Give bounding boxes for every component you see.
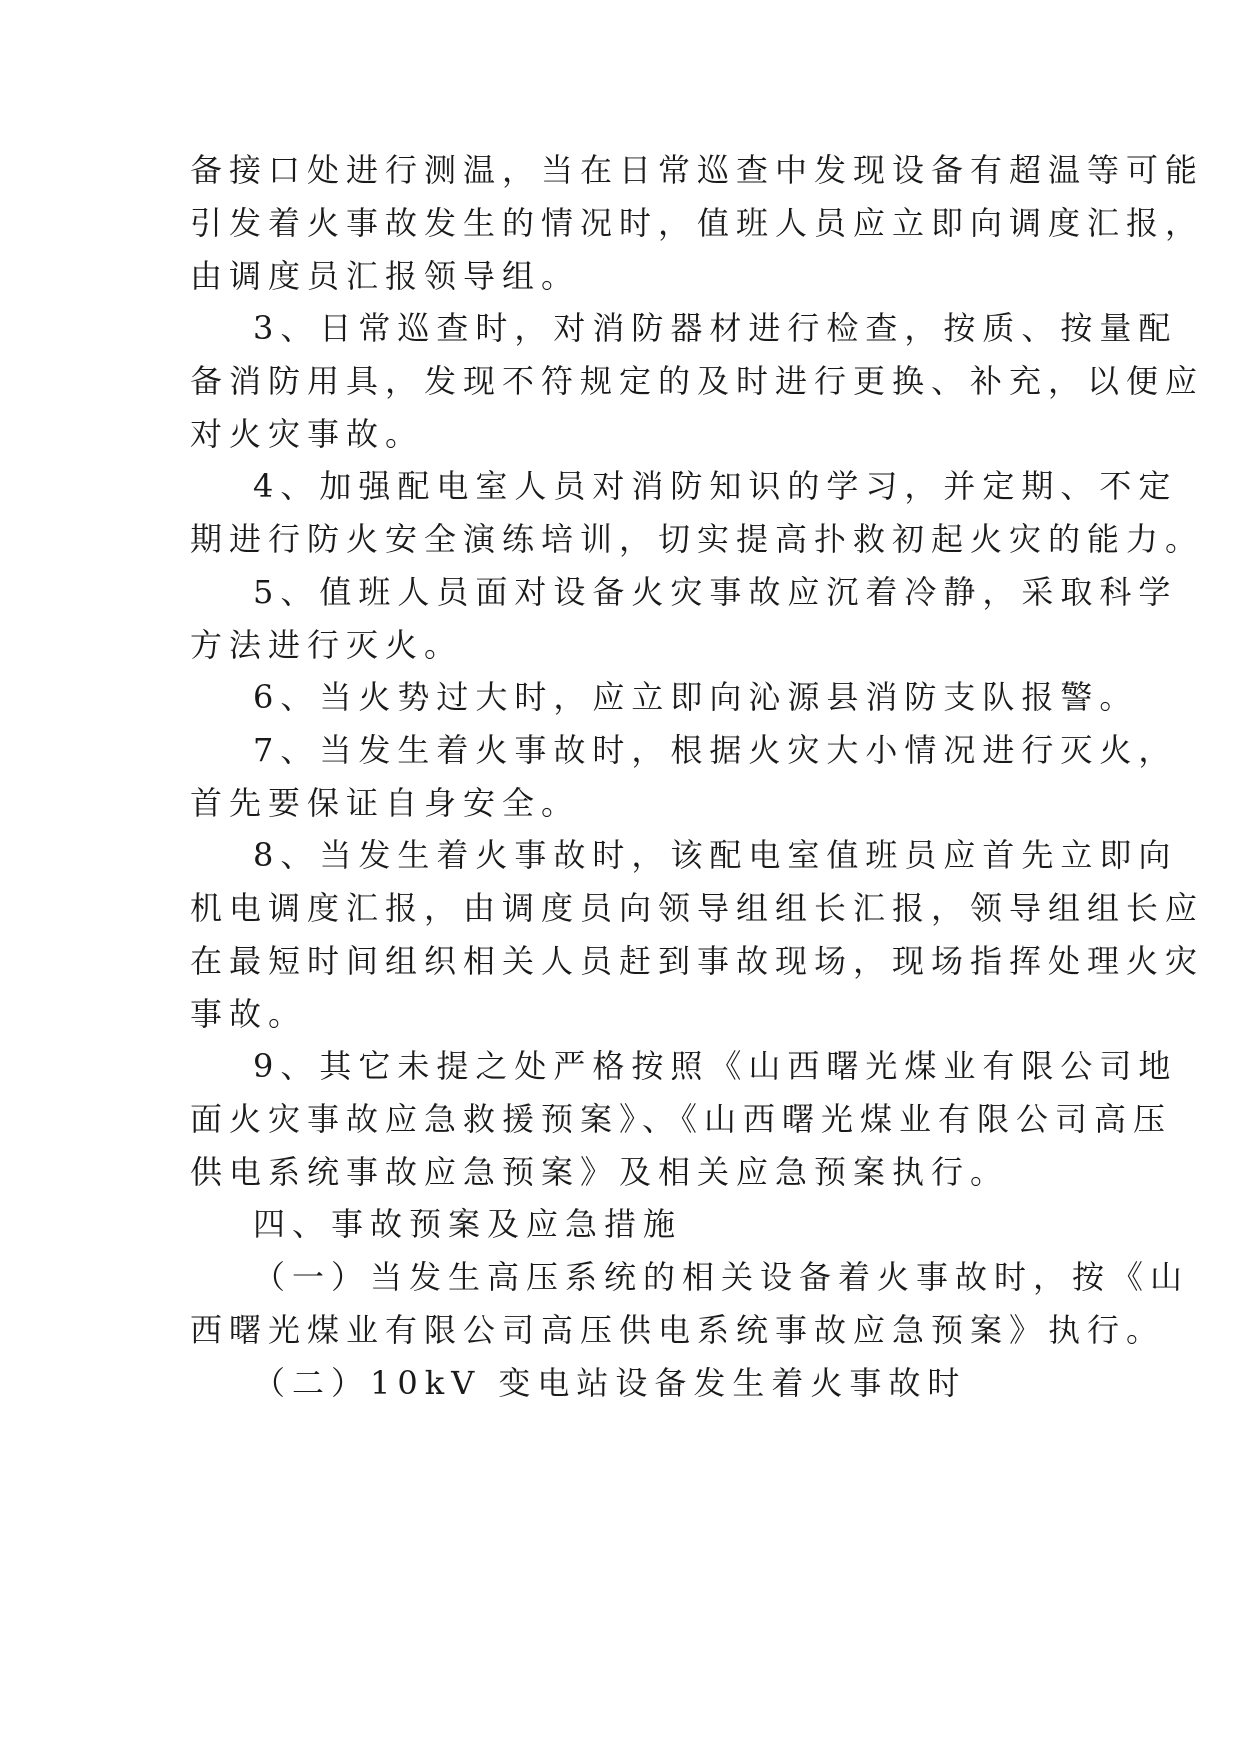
text-line: 方法进行灭火。: [190, 626, 464, 664]
text-line: 备消防用具，发现不符规定的及时进行更换、补充，以便应: [190, 362, 1205, 400]
text-line: 首先要保证自身安全。: [190, 784, 581, 822]
text-line: 西曙光煤业有限公司高压供电系统事故应急预案》执行。: [190, 1311, 1166, 1349]
text-line: 备接口处进行测温，当在日常巡查中发现设备有超温等可能: [190, 151, 1205, 189]
text-line: 面火灾事故应急救援预案》、《山西曙光煤业有限公司高压: [190, 1100, 1173, 1138]
paragraph-item-4: 4、加强配电室人员对消防知识的学习，并定期、不定: [253, 467, 1178, 505]
text-line: 供电系统事故应急预案》及相关应急预案执行。: [190, 1153, 1010, 1191]
paragraph-item-9: 9、其它未提之处严格按照《山西曙光煤业有限公司地: [253, 1047, 1178, 1085]
paragraph-item-3: 3、日常巡查时，对消防器材进行检查，按质、按量配: [253, 309, 1178, 347]
subsection-item-1: （一）当发生高压系统的相关设备着火事故时，按《山: [253, 1258, 1190, 1296]
paragraph-item-7: 7、当发生着火事故时，根据火灾大小情况进行灭火，: [253, 731, 1178, 769]
section-heading: 四、事故预案及应急措施: [253, 1205, 683, 1243]
text-line: 引发着火事故发生的情况时，值班人员应立即向调度汇报，: [190, 204, 1205, 242]
text-line: 机电调度汇报，由调度员向领导组组长汇报，领导组组长应: [190, 889, 1205, 927]
text-line: 事故。: [190, 995, 308, 1033]
text-line: 期进行防火安全演练培训，切实提高扑救初起火灾的能力。: [190, 520, 1205, 558]
text-line: 由调度员汇报领导组。: [190, 257, 581, 295]
text-line: 对火灾事故。: [190, 415, 425, 453]
text-line: 在最短时间组织相关人员赶到事故现场，现场指挥处理火灾: [190, 942, 1205, 980]
subsection-item-2: （二）10kV 变电站设备发生着火事故时: [253, 1364, 967, 1402]
paragraph-item-8: 8、当发生着火事故时，该配电室值班员应首先立即向: [253, 836, 1178, 874]
paragraph-item-5: 5、值班人员面对设备火灾事故应沉着冷静，采取科学: [253, 573, 1178, 611]
paragraph-item-6: 6、当火势过大时，应立即向沁源县消防支队报警。: [253, 678, 1139, 716]
